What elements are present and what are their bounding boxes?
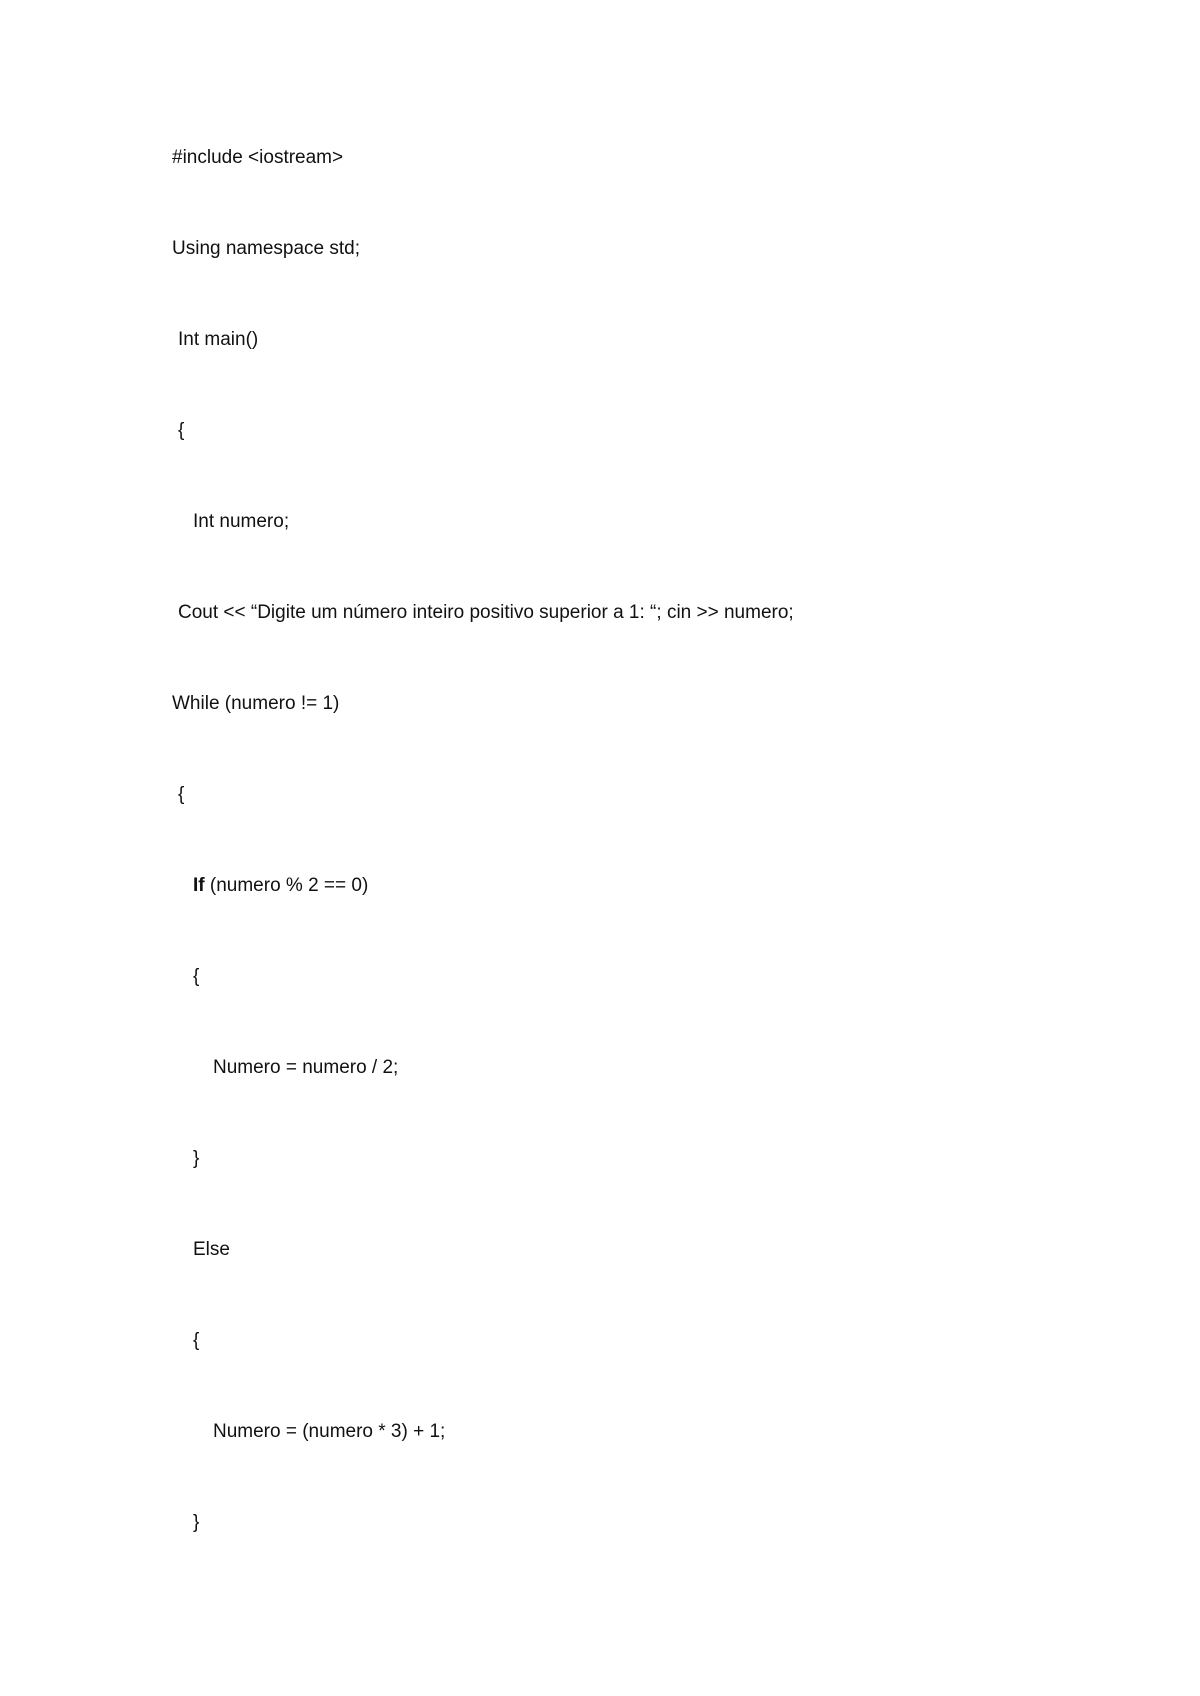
code-line-open-brace-if: { (193, 966, 200, 987)
code-line-cout-cin: Cout << “Digite um número inteiro positivo superior a 1: “; cin >> numero; (178, 602, 794, 623)
code-line-open-brace-main: { (178, 420, 185, 441)
code-line-namespace: Using namespace std; (172, 238, 360, 259)
code-line-include: #include <iostream> (172, 147, 344, 168)
code-line-declare-numero: Int numero; (193, 511, 290, 532)
code-line-while: While (numero != 1) (172, 693, 340, 714)
code-line-close-brace-else: } (193, 1512, 200, 1533)
code-line-open-brace-while: { (178, 784, 185, 805)
code-line-divide: Numero = numero / 2; (213, 1057, 399, 1078)
if-keyword: If (193, 875, 205, 896)
code-line-else: Else (193, 1239, 230, 1260)
code-line-multiply: Numero = (numero * 3) + 1; (213, 1421, 446, 1442)
code-line-main: Int main() (178, 329, 259, 350)
code-line-if (193, 874, 368, 898)
code-line-open-brace-else: { (193, 1330, 200, 1351)
if-condition: (numero % 2 == 0) (209, 875, 369, 896)
code-line-close-brace-if: } (193, 1148, 200, 1169)
